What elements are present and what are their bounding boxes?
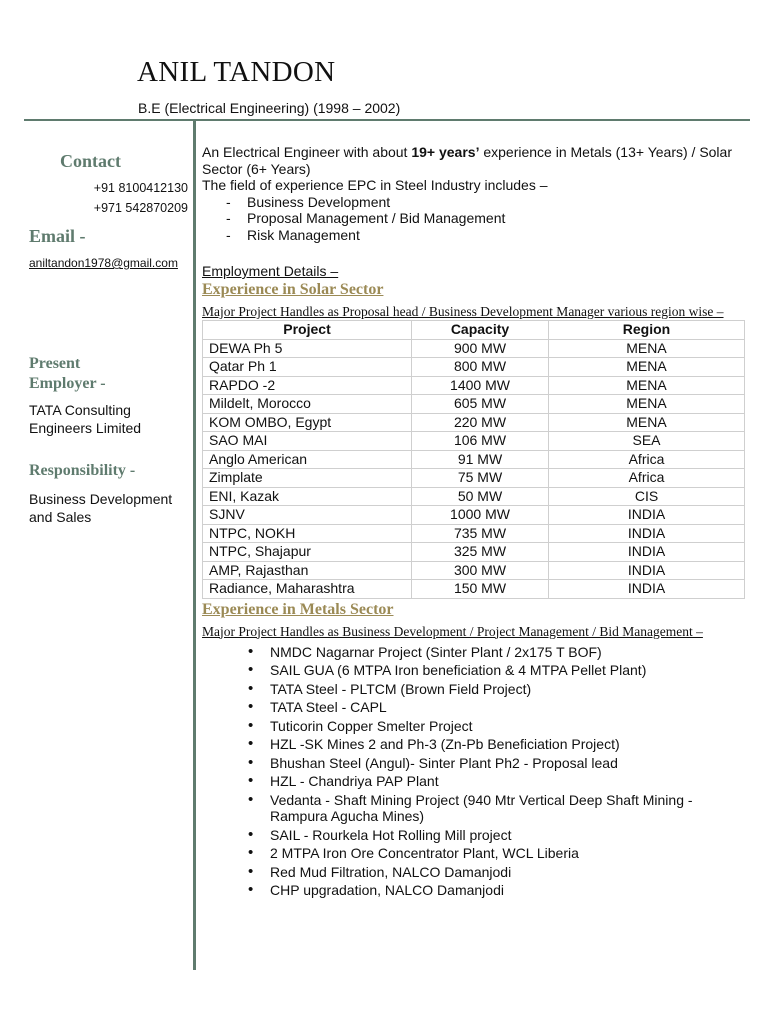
list-item: - Proposal Management / Bid Management — [226, 210, 742, 227]
table-row — [203, 543, 745, 562]
degree-line: B.E (Electrical Engineering) (1998 – 2002) — [138, 100, 401, 116]
list-item: • SAIL GUA (6 MTPA Iron beneficiation & 4 MTPA Pellet Plant) — [248, 662, 742, 679]
phone-number: +91 8100412130 — [93, 181, 188, 195]
project-cell: DEWA Ph 5 — [203, 339, 412, 358]
table-row — [203, 580, 745, 599]
contact-heading: Contact — [60, 151, 121, 171]
employer-heading-line: Present — [29, 355, 81, 372]
main-content — [202, 144, 742, 901]
capacity-cell: 605 MW — [412, 395, 549, 414]
header-divider — [24, 119, 750, 121]
list-item: • TATA Steel - CAPL — [248, 699, 742, 716]
list-item: • NMDC Nagarnar Project (Sinter Plant / 2x175 T BOF) — [248, 644, 742, 661]
table-row — [203, 339, 745, 358]
solar-subheading: Major Project Handles as Proposal head / Business Development Manager various region wise – — [202, 304, 724, 319]
phone-number: +971 542870209 — [93, 201, 188, 215]
table-row — [203, 432, 745, 451]
responsibility-heading: Responsibility - — [29, 462, 136, 479]
table-row — [203, 376, 745, 395]
focus-list — [202, 194, 742, 244]
project-cell: NTPC, NOKH — [203, 524, 412, 543]
resume-name: ANIL TANDON — [137, 56, 336, 88]
project-cell: SAO MAI — [203, 432, 412, 451]
project-cell: Zimplate — [203, 469, 412, 488]
capacity-cell: 1400 MW — [412, 376, 549, 395]
table-row — [203, 561, 745, 580]
region-cell: INDIA — [549, 580, 745, 599]
region-cell: INDIA — [549, 524, 745, 543]
list-item: • HZL - Chandriya PAP Plant — [248, 773, 742, 790]
project-cell: Mildelt, Morocco — [203, 395, 412, 414]
region-cell: MENA — [549, 413, 745, 432]
employment-heading: Employment Details – — [202, 263, 339, 279]
list-item: • Vedanta - Shaft Mining Project (940 Mtr Vertical Deep Shaft Mining - Rampura Agucha Mines) — [248, 792, 742, 825]
employer-name: TATA Consulting Engineers Limited — [29, 402, 142, 436]
table-row — [203, 524, 745, 543]
metals-section-heading: Experience in Metals Sector — [202, 600, 394, 618]
list-item: - Risk Management — [226, 227, 742, 244]
project-cell: Anglo American — [203, 450, 412, 469]
region-cell: INDIA — [549, 506, 745, 525]
years-highlight: 19+ years’ — [411, 144, 480, 160]
table-row — [203, 413, 745, 432]
column-header: Region — [549, 321, 745, 340]
solar-projects-table — [202, 320, 745, 599]
project-cell: Radiance, Maharashtra — [203, 580, 412, 599]
table-row — [203, 395, 745, 414]
metals-projects-list — [202, 644, 742, 899]
summary-text: experience in Metals (13+ Years) / Solar Sector (6+ Years) — [202, 144, 732, 177]
capacity-cell: 220 MW — [412, 413, 549, 432]
list-item: • CHP upgradation, NALCO Damanjodi — [248, 882, 742, 899]
capacity-cell: 91 MW — [412, 450, 549, 469]
list-item: • Tuticorin Copper Smelter Project — [248, 718, 742, 735]
table-row — [203, 469, 745, 488]
column-header: Project — [203, 321, 412, 340]
project-cell: AMP, Rajasthan — [203, 561, 412, 580]
region-cell: SEA — [549, 432, 745, 451]
project-cell: RAPDO -2 — [203, 376, 412, 395]
employer-heading — [29, 354, 106, 394]
region-cell: MENA — [549, 376, 745, 395]
capacity-cell: 735 MW — [412, 524, 549, 543]
column-divider — [193, 121, 196, 970]
list-item: • Red Mud Filtration, NALCO Damanjodi — [248, 864, 742, 881]
table-header-row — [203, 321, 745, 340]
capacity-cell: 325 MW — [412, 543, 549, 562]
employer-heading-line: Employer - — [29, 375, 106, 392]
capacity-cell: 900 MW — [412, 339, 549, 358]
list-item: • 2 MTPA Iron Ore Concentrator Plant, WCL Liberia — [248, 845, 742, 862]
capacity-cell: 50 MW — [412, 487, 549, 506]
email-heading: Email - — [29, 226, 86, 246]
column-header: Capacity — [412, 321, 549, 340]
capacity-cell: 1000 MW — [412, 506, 549, 525]
project-cell: Qatar Ph 1 — [203, 358, 412, 377]
solar-section-heading: Experience in Solar Sector — [202, 281, 384, 298]
summary-text: An Electrical Engineer with about — [202, 144, 412, 160]
region-cell: MENA — [549, 358, 745, 377]
table-body — [203, 339, 745, 598]
responsibility-text: Business Development and Sales — [29, 491, 173, 525]
region-cell: CIS — [549, 487, 745, 506]
table-row — [203, 487, 745, 506]
capacity-cell: 800 MW — [412, 358, 549, 377]
project-cell: SJNV — [203, 506, 412, 525]
capacity-cell: 150 MW — [412, 580, 549, 599]
project-cell: NTPC, Shajapur — [203, 543, 412, 562]
capacity-cell: 300 MW — [412, 561, 549, 580]
region-cell: INDIA — [549, 561, 745, 580]
table-row — [203, 450, 745, 469]
metals-subheading: Major Project Handles as Business Development / Project Management / Bid Management – — [202, 623, 703, 639]
capacity-cell: 106 MW — [412, 432, 549, 451]
region-cell: MENA — [549, 339, 745, 358]
region-cell: Africa — [549, 469, 745, 488]
table-row — [203, 358, 745, 377]
region-cell: MENA — [549, 395, 745, 414]
list-item: - Business Development — [226, 194, 742, 211]
list-item: • TATA Steel - PLTCM (Brown Field Project) — [248, 681, 742, 698]
project-cell: KOM OMBO, Egypt — [203, 413, 412, 432]
summary-paragraph — [202, 144, 742, 194]
list-item: • SAIL - Rourkela Hot Rolling Mill project — [248, 827, 742, 844]
summary-text: The field of experience EPC in Steel Industry includes – — [202, 177, 548, 193]
region-cell: Africa — [549, 450, 745, 469]
list-item: • HZL -SK Mines 2 and Ph-3 (Zn-Pb Beneficiation Project) — [248, 736, 742, 753]
table-row — [203, 506, 745, 525]
list-item: • Bhushan Steel (Angul)- Sinter Plant Ph2 - Proposal lead — [248, 755, 742, 772]
project-cell: ENI, Kazak — [203, 487, 412, 506]
capacity-cell: 75 MW — [412, 469, 549, 488]
email-link[interactable]: aniltandon1978@gmail.com — [29, 256, 178, 270]
region-cell: INDIA — [549, 543, 745, 562]
